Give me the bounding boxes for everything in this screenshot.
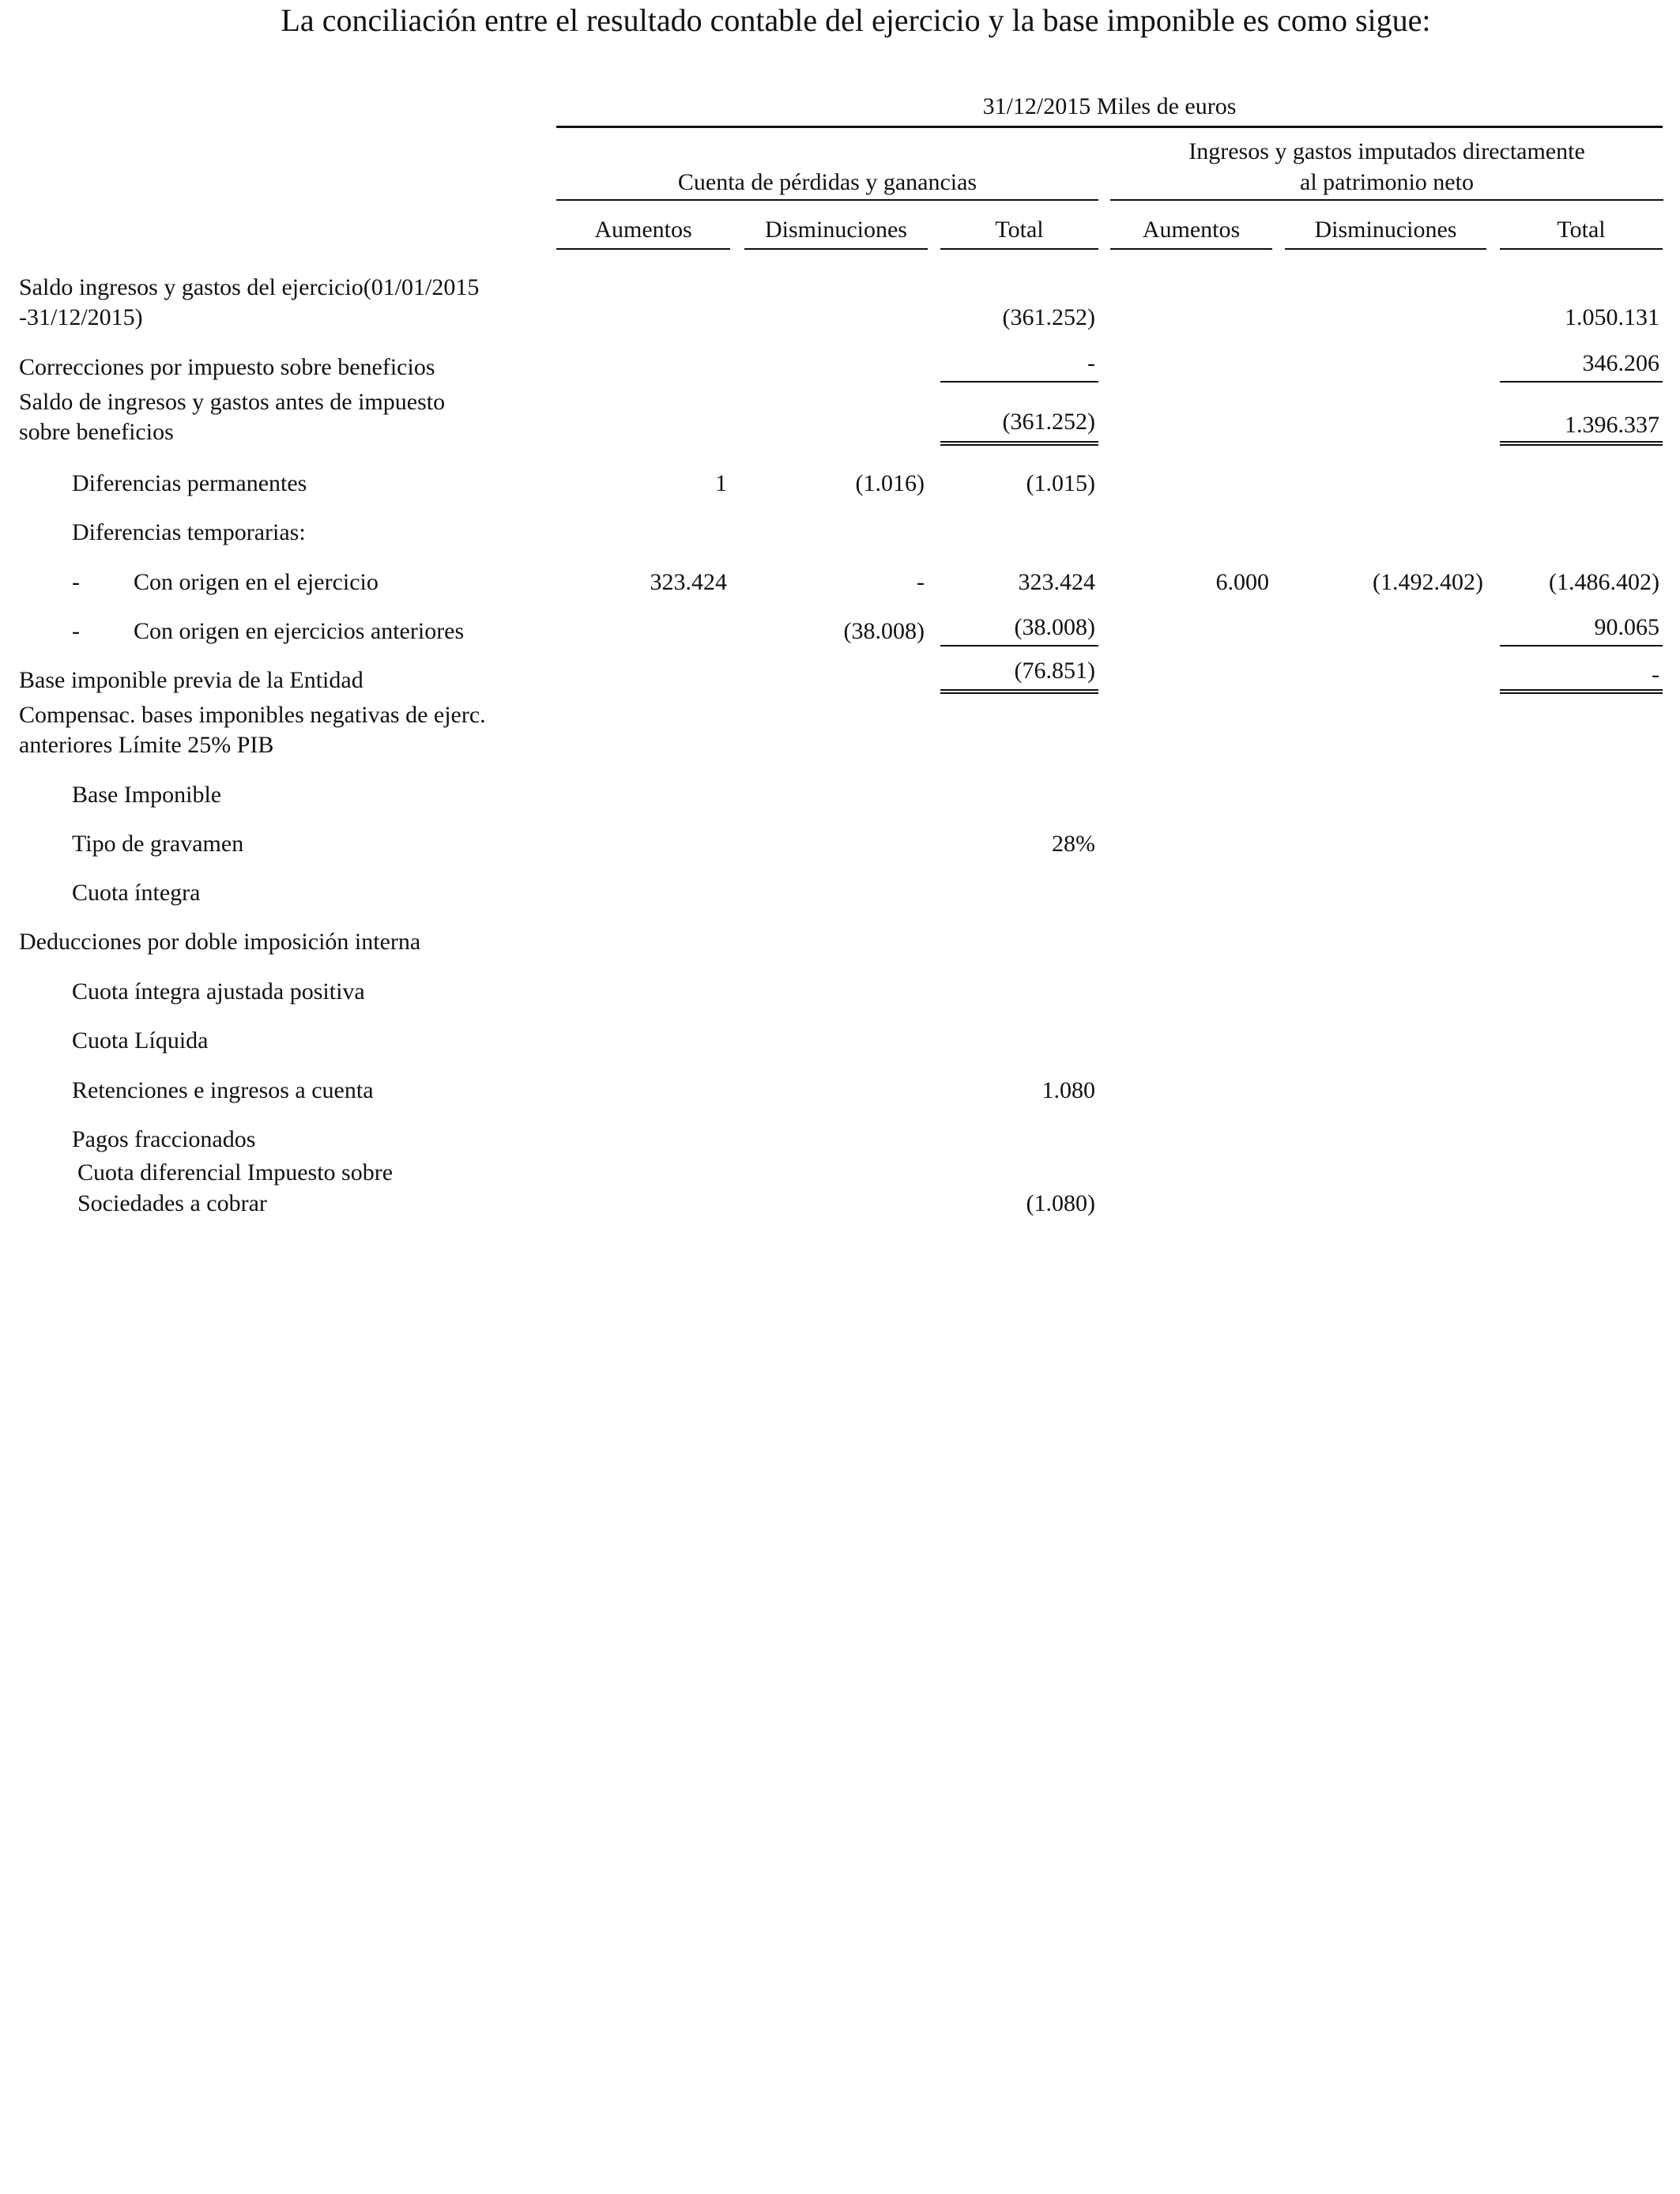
group-rule-pn bbox=[1110, 199, 1663, 201]
column-header-pn-total: Total bbox=[1557, 217, 1606, 243]
cell-pn-total: 346.206 bbox=[1582, 350, 1659, 376]
column-rule bbox=[940, 248, 1098, 250]
cell-pyg-total: (38.008) bbox=[1014, 614, 1095, 640]
column-header-pyg-aumentos: Aumentos bbox=[594, 217, 692, 243]
cell-pn-aumentos: 6.000 bbox=[1215, 569, 1269, 595]
cell-pn-disminuciones: (1.492.402) bbox=[1373, 569, 1483, 595]
subtotal-rule bbox=[940, 381, 1098, 383]
row-label: Saldo ingresos y gastos del ejercicio(01/01/2015 bbox=[19, 274, 480, 300]
row-label: Deducciones por doble imposición interna bbox=[19, 929, 421, 955]
column-header-pn-disminuciones: Disminuciones bbox=[1314, 217, 1457, 243]
period-header: 31/12/2015 Miles de euros bbox=[982, 93, 1237, 119]
column-header-pn-aumentos: Aumentos bbox=[1142, 217, 1241, 243]
row-label: Cuota diferencial Impuesto sobre bbox=[77, 1159, 394, 1186]
cell-pyg-total: (1.015) bbox=[1026, 470, 1095, 496]
period-rule bbox=[556, 126, 1663, 128]
cell-pyg-total: - bbox=[1087, 350, 1095, 376]
cell-pyg-total: 1.080 bbox=[1042, 1077, 1095, 1103]
row-label: Cuota íntegra ajustada positiva bbox=[72, 978, 365, 1005]
column-header-pyg-total: Total bbox=[995, 217, 1044, 243]
column-rule bbox=[744, 248, 928, 250]
row-dash: - bbox=[72, 618, 80, 644]
row-label: Diferencias temporarias: bbox=[72, 519, 306, 545]
row-label: Base Imponible bbox=[72, 782, 222, 808]
row-label: Con origen en ejercicios anteriores bbox=[134, 618, 465, 644]
row-label: Retenciones e ingresos a cuenta bbox=[72, 1077, 374, 1103]
double-underline bbox=[1500, 689, 1663, 694]
group-header-pn-line1: Ingresos y gastos imputados directamente bbox=[1188, 138, 1585, 164]
column-rule bbox=[1500, 248, 1663, 250]
subtotal-rule bbox=[1500, 381, 1663, 383]
cell-pn-total: - bbox=[1652, 662, 1659, 688]
cell-pn-total: 90.065 bbox=[1594, 614, 1659, 640]
row-label: Con origen en el ejercicio bbox=[134, 569, 379, 595]
cell-pyg-aumentos: 1 bbox=[715, 470, 727, 496]
cell-pyg-total: (76.851) bbox=[1014, 658, 1095, 684]
double-underline bbox=[1500, 441, 1663, 446]
subtotal-rule bbox=[940, 645, 1098, 647]
column-rule bbox=[556, 248, 730, 250]
double-underline bbox=[940, 689, 1098, 694]
row-label: -31/12/2015) bbox=[19, 304, 143, 330]
cell-pyg-aumentos: 323.424 bbox=[650, 569, 727, 595]
cell-pyg-disminuciones: (38.008) bbox=[843, 618, 925, 644]
row-label: Saldo de ingresos y gastos antes de impuesto bbox=[19, 389, 446, 415]
cell-pyg-total: 323.424 bbox=[1018, 569, 1095, 595]
group-header-pyg: Cuenta de pérdidas y ganancias bbox=[677, 169, 977, 195]
row-label: Tipo de gravamen bbox=[72, 831, 244, 857]
row-dash: - bbox=[72, 569, 80, 595]
subtotal-rule bbox=[1500, 645, 1663, 647]
group-rule-pyg bbox=[556, 199, 1098, 201]
cell-pyg-total: (1.080) bbox=[1026, 1190, 1095, 1216]
row-label: Cuota Líquida bbox=[72, 1027, 209, 1054]
row-label: sobre beneficios bbox=[19, 419, 174, 445]
cell-pyg-disminuciones: - bbox=[917, 569, 925, 595]
column-header-pyg-disminuciones: Disminuciones bbox=[765, 217, 907, 243]
row-label: Pagos fraccionados bbox=[72, 1126, 256, 1152]
row-label: Correcciones por impuesto sobre beneficios bbox=[19, 354, 435, 380]
row-label: Base imponible previa de la Entidad bbox=[19, 667, 363, 693]
cell-pn-total: 1.050.131 bbox=[1565, 304, 1659, 330]
cell-pyg-total: 28% bbox=[1052, 831, 1095, 857]
cell-pyg-total: (361.252) bbox=[1002, 409, 1095, 435]
column-rule bbox=[1285, 248, 1486, 250]
row-label: Cuota íntegra bbox=[72, 880, 201, 906]
double-underline bbox=[940, 441, 1098, 446]
cell-pyg-total: (361.252) bbox=[1002, 304, 1095, 330]
row-label: anteriores Límite 25% PIB bbox=[19, 732, 274, 758]
group-header-pn-line2: al patrimonio neto bbox=[1300, 169, 1474, 195]
column-rule bbox=[1110, 248, 1272, 250]
cell-pn-total: (1.486.402) bbox=[1549, 569, 1659, 595]
row-label: Compensac. bases imponibles negativas de ejerc. bbox=[19, 702, 486, 728]
cell-pyg-disminuciones: (1.016) bbox=[855, 470, 925, 496]
cell-pn-total: 1.396.337 bbox=[1565, 412, 1659, 438]
row-label: Sociedades a cobrar bbox=[77, 1190, 267, 1216]
page-title: La conciliación entre el resultado contable del ejercicio y la base imponible es como sigue: bbox=[281, 2, 1431, 38]
row-label: Diferencias permanentes bbox=[72, 470, 307, 496]
